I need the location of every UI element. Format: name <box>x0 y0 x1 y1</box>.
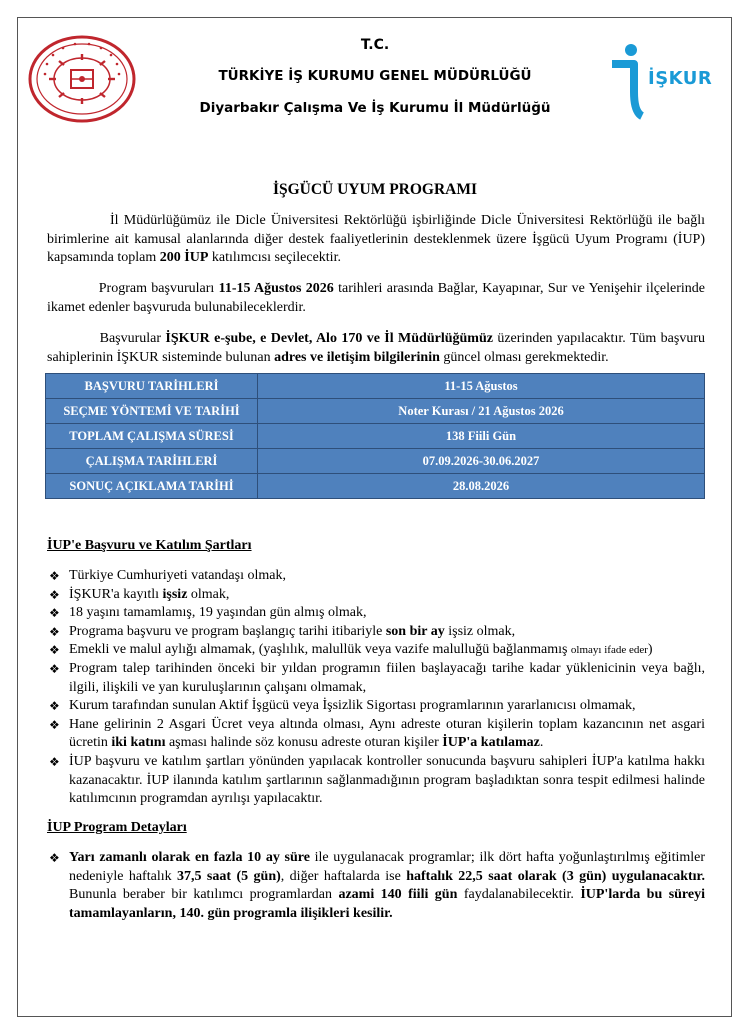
detail-text: , diğer haftalarda ise <box>280 868 407 884</box>
diamond-bullet-icon: ❖ <box>49 569 60 583</box>
conditions-title: İUP'e Başvuru ve Katılım Şartları <box>47 538 252 553</box>
condition-text: İUP başvuru ve katılım şartları yönünden yapılacak kontroller sonucunda başvuru sahipleri İUP'a katılma hakkı kazanacaktır. İUP ilanında katılım şartlarının sağlanmadığının program başladıktan sonra tespit edilmesi halinde katılımcının programdan ayrılışı yapılacaktır. <box>69 753 705 807</box>
condition-small: olmayı ifade eder <box>570 644 648 657</box>
table-row <box>46 399 705 424</box>
condition-text: ) <box>647 642 653 658</box>
intro-p3-end: güncel olması gerekmektedir. <box>439 349 609 365</box>
condition-text: Türkiye Cumhuriyeti vatandaşı olmak, <box>69 568 286 583</box>
list-item <box>47 697 705 716</box>
list-item <box>47 604 705 623</box>
document-title: İŞGÜCÜ UYUM PROGRAMI <box>272 181 478 198</box>
details-list <box>47 849 705 923</box>
application-dates: 11-15 Ağustos 2026 <box>218 281 334 296</box>
diamond-bullet-icon: ❖ <box>49 754 60 769</box>
detail-text: ile uygulanacak programlar; ilk dört hafta yoğunlaştırılmış eğitimler nedeniyle haftalık <box>69 850 706 884</box>
diamond-bullet-icon: ❖ <box>49 851 60 865</box>
participant-count: 200 İUP <box>159 250 209 266</box>
condition-bold: son bir ay <box>385 623 445 639</box>
condition-bold: İUP'a katılamaz <box>442 735 540 751</box>
intro-p3-text: Başvurular <box>99 331 166 346</box>
condition-bold: işsiz <box>162 586 188 602</box>
table-value-cell: 28.08.2026 <box>258 474 705 499</box>
list-item <box>47 586 705 605</box>
detail-bold: haftalık 22,5 saat olarak (3 gün) uygulanacaktır. <box>406 868 705 884</box>
table-label-cell: SEÇME YÖNTEMİ VE TARİHİ <box>46 399 258 424</box>
diamond-bullet-icon: ❖ <box>49 624 60 639</box>
diamond-bullet-icon: ❖ <box>49 699 60 714</box>
diamond-bullet-icon: ❖ <box>49 587 60 602</box>
table-value-cell: 07.09.2026-30.06.2027 <box>258 449 705 474</box>
intro-p3-mid: üzerinden yapılacaktır. Tüm başvuru sahiplerinin İŞKUR sisteminde bulunan <box>47 331 705 365</box>
intro-p2-text: Program başvuruları <box>98 281 219 296</box>
condition-text: İŞKUR'a kayıtlı <box>69 586 163 602</box>
table-row <box>46 374 705 399</box>
table-value-cell: 11-15 Ağustos <box>258 374 705 399</box>
list-item <box>47 567 705 586</box>
detail-bold: 37,5 saat (5 gün) <box>177 868 281 884</box>
condition-text: Emekli ve malul aylığı almamak, (yaşlılık, malullük veya vazife malulluğü bağlanmamış <box>69 642 571 658</box>
detail-text: faydalanabilecektir. <box>457 887 581 903</box>
diamond-bullet-icon: ❖ <box>49 643 60 658</box>
intro-p1-end: katılımcısı seçilecektir. <box>208 250 341 266</box>
table-row <box>46 474 705 499</box>
header-tc: T.C. <box>360 37 390 53</box>
table-label-cell: BAŞVURU TARİHLERİ <box>46 374 258 399</box>
header-directorate: Diyarbakır Çalışma Ve İş Kurumu İl Müdürlüğü <box>199 100 551 116</box>
condition-text: Hane gelirinin 2 Asgari Ücret veya altında olması, Aynı adreste oturan kişilerin toplam kazancının net asgari ücretin <box>69 716 705 751</box>
table-label-cell: TOPLAM ÇALIŞMA SÜRESİ <box>46 424 258 449</box>
table-value-cell: 138 Fiili Gün <box>258 424 705 449</box>
condition-text: 18 yaşını tamamlamış, 19 yaşından gün almış olmak, <box>69 605 367 621</box>
iskur-logo <box>600 40 720 120</box>
table-label-cell: SONUÇ AÇIKLAMA TARİHİ <box>46 474 258 499</box>
condition-text: Program talep tarihinden önceki bir yıldan programın fiilen başlayacağı tarihe kadar yüklenicinin veya bağlı, ilgili, ilişkili ve yan kuruluşlarının çalışanı olmamak, <box>69 660 705 695</box>
detail-bold: İUP'larda bu süreyi tamamlayanların, 140. gün programla ilişikleri kesilir. <box>69 887 705 921</box>
conditions-list <box>47 567 705 809</box>
table-value-cell: Noter Kurası / 21 Ağustos 2026 <box>258 399 705 424</box>
intro-paragraph-3 <box>47 330 705 367</box>
diamond-bullet-icon: ❖ <box>49 661 60 676</box>
condition-text: işsiz olmak, <box>444 623 516 639</box>
list-item <box>47 641 705 660</box>
intro-p1-text: İl Müdürlüğümüz ile Dicle Üniversitesi Rektörlüğü işbirliğinde Dicle Üniversitesi Rektörlüğü ile bağlı birimlerine ait kamusal alanlarında diğer destek faaliyetlerinin desteklenmek üzere İşgücü Uyum Programı (İUP) kapsamında toplam <box>47 213 705 266</box>
details-title: İUP Program Detayları <box>47 820 187 835</box>
list-item <box>47 849 705 923</box>
diamond-bullet-icon: ❖ <box>49 606 60 621</box>
program-info-table <box>45 373 705 499</box>
table-row <box>46 424 705 449</box>
condition-text: olmak, <box>187 586 230 602</box>
contact-info-bold: adres ve iletişim bilgilerinin <box>274 349 440 365</box>
detail-bold: azami 140 fiili gün <box>338 887 458 903</box>
detail-bold: Yarı zamanlı olarak en fazla 10 ay süre <box>69 850 310 865</box>
list-item <box>47 660 705 697</box>
table-row <box>46 449 705 474</box>
list-item <box>47 623 705 642</box>
diamond-bullet-icon: ❖ <box>49 717 60 732</box>
intro-p2-end: tarihleri arasında Bağlar, Kayapınar, Sur ve Yenişehir ilçelerinde ikamet edenler başvuruda bulunabileceklerdir. <box>47 281 705 315</box>
list-item <box>47 716 705 753</box>
condition-text: Kurum tarafından sunulan Aktif İşgücü veya İşsizlik Sigortası programlarının yararlanıcısı olmamak, <box>69 698 636 714</box>
iskur-logo-text: İŞKUR <box>648 68 713 89</box>
condition-text: . <box>539 735 544 751</box>
condition-bold: iki katını <box>111 735 166 751</box>
table-label-cell: ÇALIŞMA TARİHLERİ <box>46 449 258 474</box>
detail-text: Bununla beraber bir katılımcı programlardan <box>69 887 339 903</box>
header-institution: TÜRKİYE İŞ KURUMU GENEL MÜDÜRLÜĞÜ <box>218 68 532 84</box>
list-item <box>47 753 705 809</box>
condition-text: Programa başvuru ve program başlangıç tarihi itibariyle <box>69 623 386 639</box>
intro-paragraph-1 <box>47 212 705 268</box>
condition-text: aşması halinde söz konusu adreste oturan kişiler <box>165 735 443 751</box>
application-channels: İŞKUR e-şube, e Devlet, Alo 170 ve İl Müdürlüğümüz <box>165 331 493 346</box>
intro-paragraph-2 <box>47 280 705 317</box>
